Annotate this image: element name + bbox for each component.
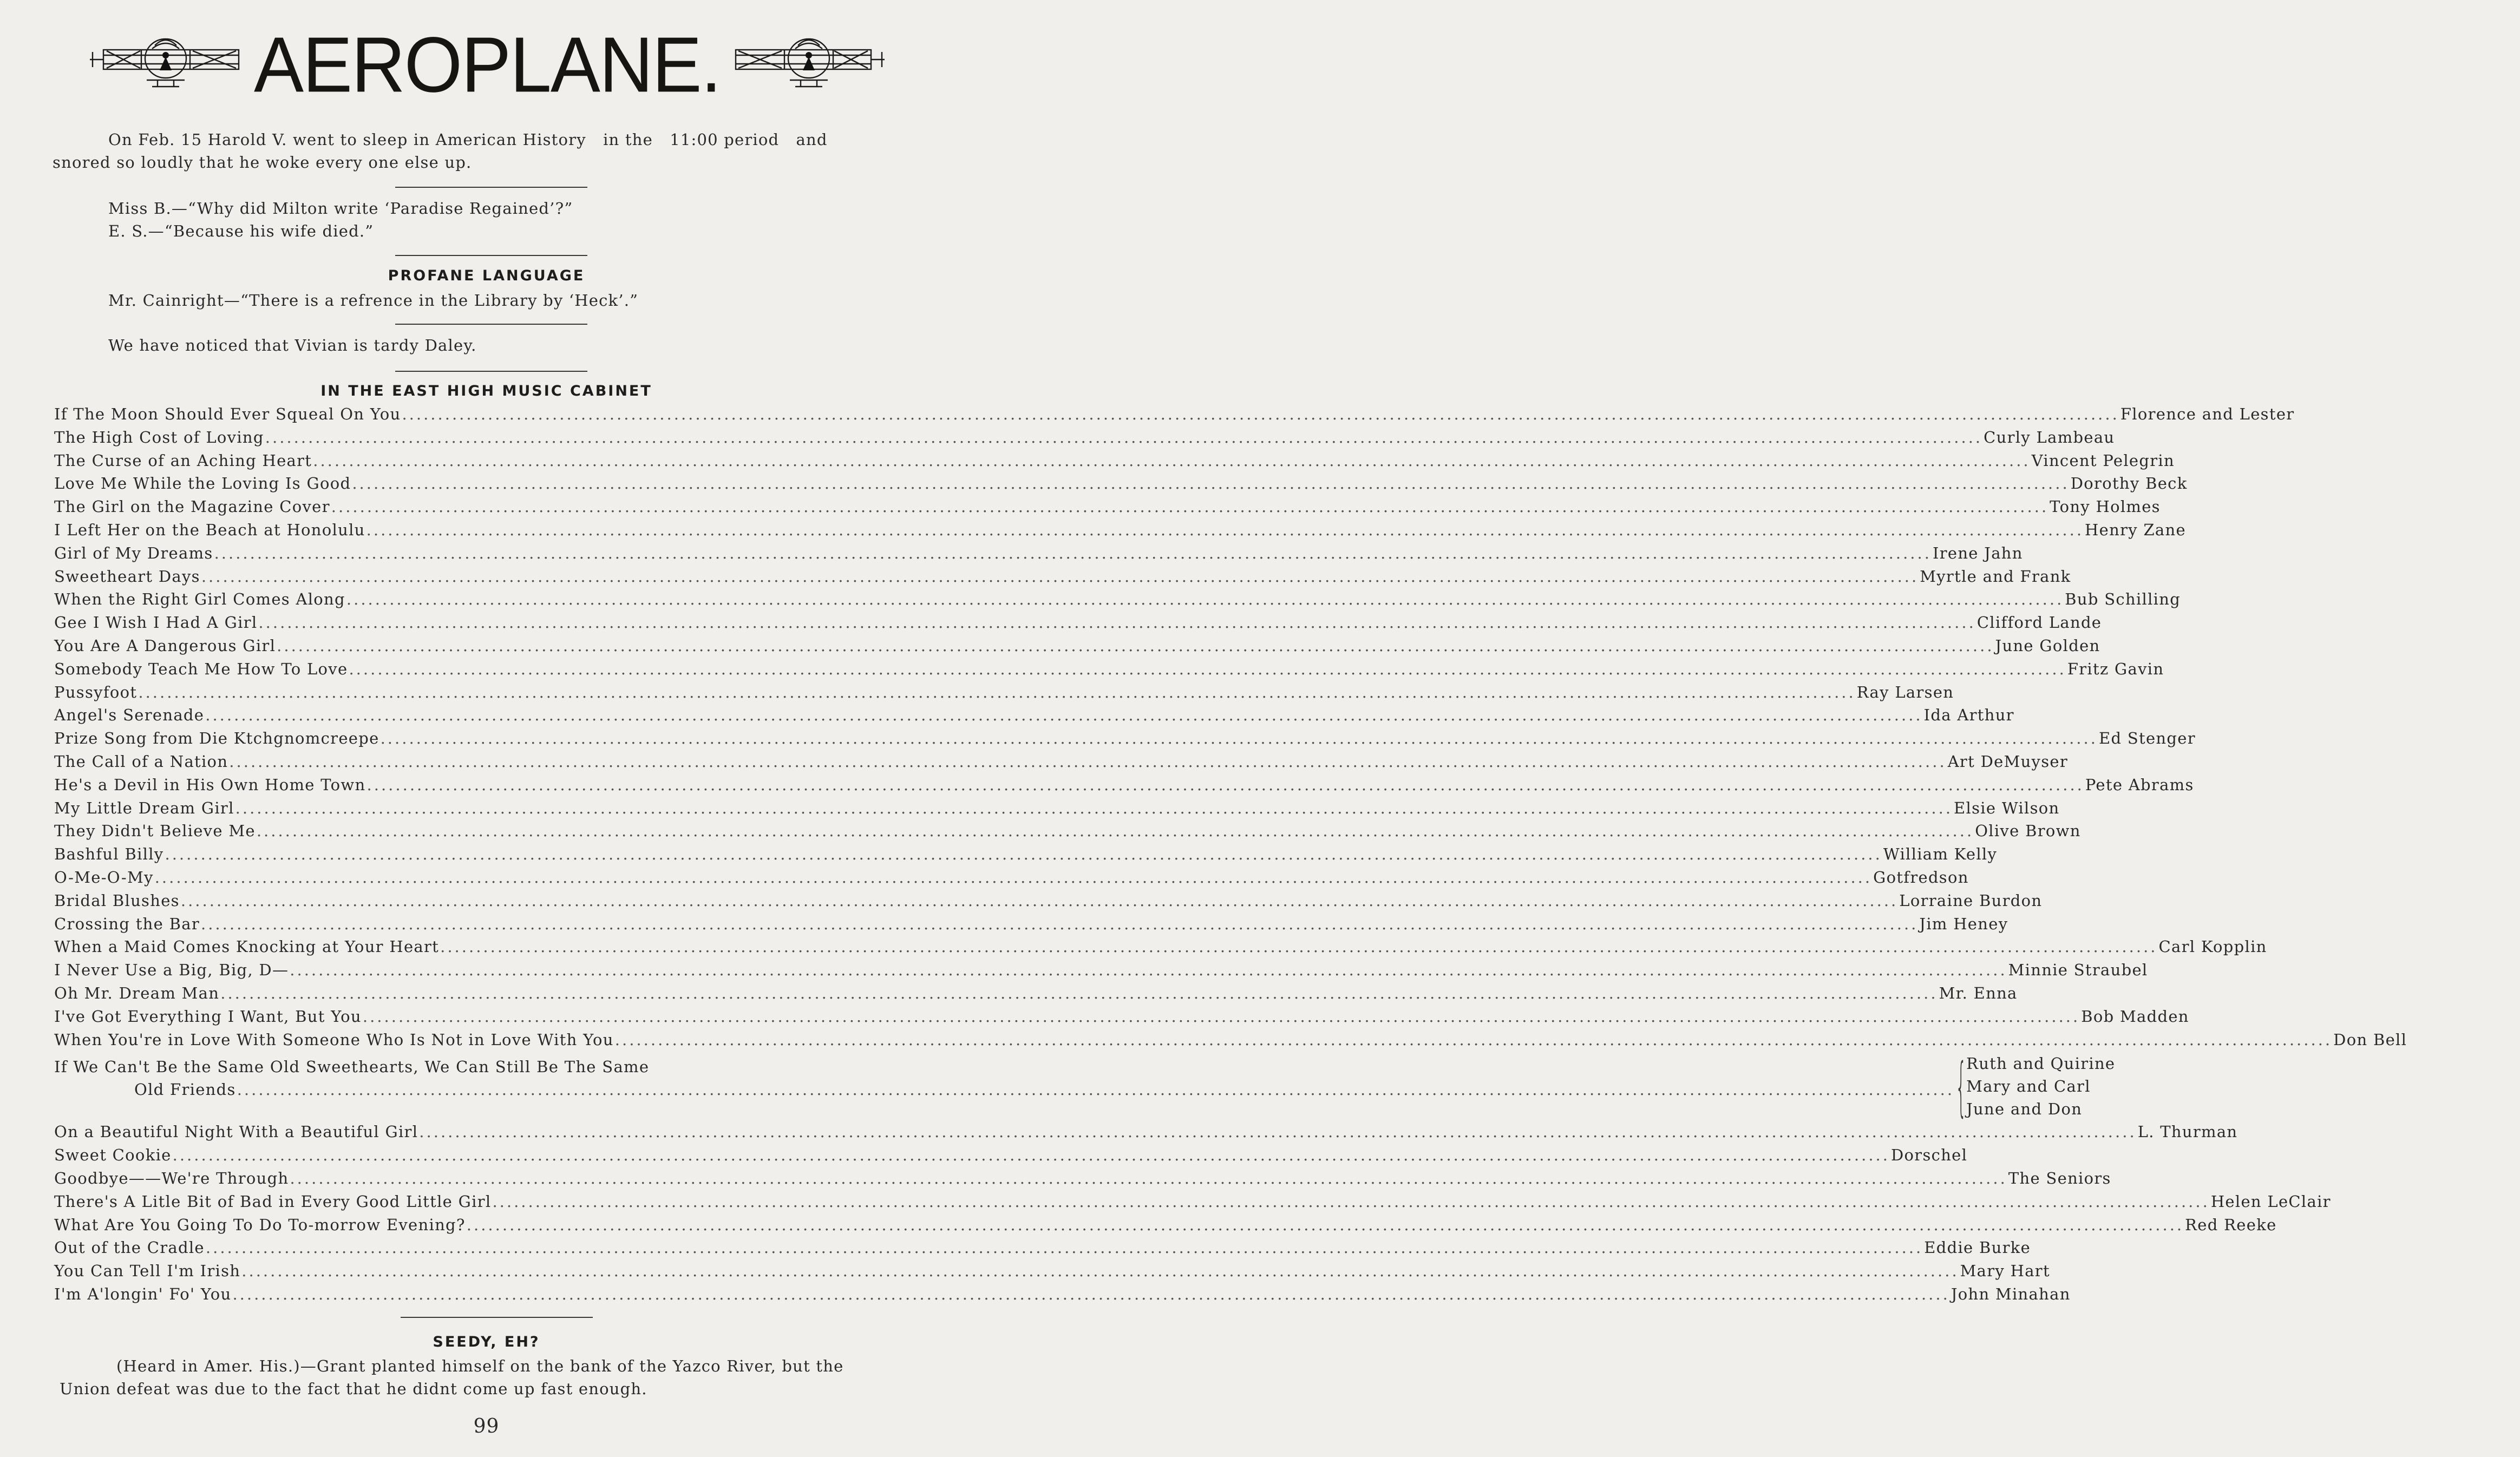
dot-leader (201, 567, 1919, 586)
dot-leader (290, 961, 2007, 979)
dot-leader (138, 683, 1855, 701)
song-performer: Helen LeClair (2210, 1192, 2331, 1211)
dot-leader (366, 521, 2084, 539)
divider-rule (395, 324, 587, 325)
song-performer: Eddie Burke (1924, 1238, 2031, 1257)
song-performer: Mary Hart (1960, 1262, 2050, 1281)
seedy-line-2: Union defeat was due to the fact that he didnt come up fast enough. (60, 1380, 647, 1398)
dot-leader (165, 845, 1882, 863)
song-performer: Ida Arthur (1923, 706, 2014, 725)
song-title: They Didn't Believe Me (54, 822, 256, 841)
song-performer: Tony Holmes (2050, 497, 2161, 516)
song-title: Girl of My Dreams (54, 543, 213, 562)
dot-leader (352, 474, 2069, 493)
song-title: Crossing the Bar (54, 914, 200, 933)
song-performer: Vincent Pelegrin (2031, 451, 2175, 470)
song-title: You Can Tell I'm Irish (54, 1262, 241, 1281)
song-row (54, 405, 2295, 428)
song-performer: Curly Lambeau (1984, 428, 2115, 447)
song-title: He's a Devil in His Own Home Town (54, 775, 366, 794)
song-title: The Girl on the Magazine Cover (54, 497, 330, 516)
song-performer: Dorschel (1891, 1146, 1968, 1165)
song-title: When a Maid Comes Knocking at Your Heart (54, 937, 440, 956)
dot-leader (346, 590, 2064, 608)
song-row (54, 1262, 2050, 1285)
song-title: Bridal Blushes (54, 891, 180, 910)
song-row (54, 682, 1954, 706)
song-row (54, 1215, 2277, 1239)
tardy-text: We have noticed that Vivian is tardy Daley. (108, 336, 477, 355)
song-row (54, 659, 2164, 683)
seedy-line-1: (Heard in Amer. His.)—Grant planted himself on the bank of the Yazco River, but the (116, 1357, 844, 1375)
song-performer: Mr. Enna (1939, 983, 2018, 1002)
masthead (54, 22, 920, 108)
song-performer: Ray Larsen (1856, 682, 1954, 701)
song-title: The High Cost of Loving (54, 428, 264, 447)
song-row (54, 1192, 2331, 1216)
song-row (54, 961, 2148, 984)
song-title: My Little Dream Girl (54, 798, 234, 817)
song-title: Bashful Billy (54, 845, 164, 864)
dot-leader (615, 1031, 2332, 1049)
dot-leader (363, 1007, 2080, 1026)
song-row (54, 983, 2018, 1007)
dot-leader (467, 1216, 2184, 1234)
song-performer: Gotfredson (1873, 868, 1969, 887)
dot-leader (205, 706, 1922, 724)
song-row (54, 428, 2115, 451)
dot-leader (173, 1146, 1890, 1164)
song-performer: The Seniors (2008, 1169, 2111, 1187)
snore-line-2: snored so loudly that he woke every one else up. (53, 153, 472, 172)
song-row (54, 567, 2071, 590)
divider-rule (395, 255, 587, 256)
song-title: Somebody Teach Me How To Love (54, 659, 348, 678)
song-row (54, 590, 2181, 613)
dot-leader (367, 776, 2084, 794)
song-performer: Florence and Lester (2120, 405, 2295, 423)
song-row (54, 937, 2267, 961)
dot-leader (492, 1192, 2209, 1211)
song-performer: John Minahan (1950, 1284, 2071, 1303)
song-performer: Dorothy Beck (2070, 474, 2188, 493)
song-title: Sweetheart Days (54, 567, 200, 586)
song-row (54, 1284, 2071, 1308)
dot-leader (181, 891, 1898, 910)
song-row (54, 868, 1969, 891)
song-row (54, 497, 2161, 521)
song-row (54, 729, 2196, 752)
song-performer: Henry Zane (2085, 520, 2186, 539)
song-performer: Lorraine Burdon (1899, 891, 2043, 910)
song-row (54, 752, 2069, 776)
song-title: You Are A Dangerous Girl (54, 636, 276, 655)
song-row (54, 914, 2008, 938)
dot-leader (241, 1262, 1959, 1280)
song-performer: Red Reeke (2185, 1215, 2277, 1234)
song-row (54, 1238, 2031, 1262)
song-title: Gee I Wish I Had A Girl (54, 613, 258, 632)
song-performer: Jim Heney (1919, 914, 2008, 933)
song-row (54, 613, 2102, 636)
song-performer: Irene Jahn (1932, 543, 2023, 562)
song-title: The Curse of an Aching Heart (54, 451, 312, 470)
dot-leader (201, 915, 1918, 933)
song-title: When the Right Girl Comes Along (54, 590, 345, 609)
divider-rule (395, 187, 587, 188)
song-row (54, 798, 2060, 822)
song-row (54, 891, 2043, 915)
song-row (54, 775, 2194, 799)
dot-leader (331, 497, 2048, 516)
dot-leader (440, 937, 2157, 956)
song-title: Prize Song from Die Ktchgnomcreepe (54, 729, 379, 748)
divider-rule (401, 1317, 593, 1318)
song-title: I Never Use a Big, Big, D— (54, 961, 289, 980)
song-performer: June and Don (1966, 1100, 2083, 1119)
song-title: O-Me-O-My (54, 868, 154, 887)
song-performer: Fritz Gavin (2067, 659, 2164, 678)
song-performer: Elsie Wilson (1954, 798, 2060, 817)
song-title: Out of the Cradle (54, 1238, 205, 1257)
song-row (54, 1007, 2189, 1031)
dot-leader (257, 822, 1974, 840)
cabinet-heading: IN THE EAST HIGH MUSIC CABINET (320, 383, 652, 399)
song-performer: Bob Madden (2081, 1007, 2189, 1026)
dot-leader (235, 799, 1953, 817)
song-row (54, 845, 1998, 868)
song-row (54, 543, 2023, 567)
song-title-line-2: Old Friends (134, 1080, 236, 1099)
dot-leader (237, 1078, 1954, 1101)
dot-leader (313, 451, 2030, 470)
profane-text: Mr. Cainright—“There is a refrence in the Library by ‘Heck’.” (108, 291, 639, 310)
song-performer: Ed Stenger (2098, 729, 2196, 748)
song-row (54, 520, 2186, 544)
song-performer: Bub Schilling (2065, 590, 2181, 609)
song-performer: Clifford Lande (1976, 613, 2102, 632)
song-title: Sweet Cookie (54, 1146, 172, 1165)
dot-leader (206, 1238, 1923, 1257)
dot-leader (290, 1169, 2007, 1187)
milton-question: Miss B.—“Why did Milton write ‘Paradise Regained’?” (108, 199, 573, 218)
song-title: On a Beautiful Night With a Beautiful Girl (54, 1123, 418, 1141)
divider-rule (395, 371, 587, 372)
dot-leader (229, 752, 1946, 771)
song-performer: William Kelly (1883, 845, 1998, 864)
dot-leader (258, 613, 1975, 632)
snore-line-1: On Feb. 15 Harold V. went to sleep in American History in the 11:00 period and (108, 130, 828, 149)
song-performer: Minnie Straubel (2008, 961, 2148, 980)
song-row (54, 451, 2175, 475)
song-title: There's A Litle Bit of Bad in Every Good Little Girl (54, 1192, 492, 1211)
dot-leader (402, 405, 2119, 423)
song-title: Angel's Serenade (54, 706, 205, 725)
dot-leader (265, 428, 1982, 447)
song-row (54, 822, 2081, 845)
song-row (54, 636, 2100, 660)
song-performer: Olive Brown (1975, 822, 2081, 841)
song-performer: Pete Abrams (2085, 775, 2194, 794)
dot-leader (277, 636, 1994, 655)
dot-leader (381, 729, 2098, 747)
dot-leader (349, 660, 2066, 678)
song-row (54, 1146, 1968, 1169)
dot-leader (419, 1123, 2136, 1141)
dot-leader (220, 984, 1938, 1002)
song-title: Goodbye——We're Through (54, 1169, 289, 1187)
song-performer: Myrtle and Frank (1920, 567, 2071, 586)
song-row (54, 474, 2188, 497)
song-title: I'm A'longin' Fo' You (54, 1284, 232, 1303)
song-row (54, 1169, 2111, 1192)
song-performer: L. Thurman (2137, 1123, 2238, 1141)
song-title: I've Got Everything I Want, But You (54, 1007, 362, 1026)
song-performer: Art DeMuyser (1947, 752, 2069, 771)
song-performer: Mary and Carl (1966, 1077, 2091, 1096)
song-row-multi (54, 1049, 2116, 1124)
song-row (54, 706, 2014, 729)
song-performer: June Golden (1995, 636, 2100, 655)
profane-heading: PROFANE LANGUAGE (388, 267, 585, 284)
dot-leader (155, 868, 1872, 887)
brace-glyph: { (1955, 1049, 1967, 1124)
song-performer: Carl Kopplin (2158, 937, 2267, 956)
song-title: What Are You Going To Do To-morrow Evening? (54, 1215, 466, 1234)
song-row (54, 1030, 2407, 1054)
song-title: If The Moon Should Ever Squeal On You (54, 405, 401, 423)
song-performer: Don Bell (2333, 1030, 2407, 1049)
song-title: I Left Her on the Beach at Honolulu (54, 520, 365, 539)
song-title: When You're in Love With Someone Who Is Not in Love With You (54, 1030, 614, 1049)
song-row (54, 1123, 2238, 1146)
song-title: Love Me While the Loving Is Good (54, 474, 351, 493)
masthead-title: AEROPLANE. (254, 21, 721, 109)
song-title-line-1: If We Can't Be the Same Old Sweethearts, We Can Still Be The Same (54, 1058, 650, 1077)
song-title: Pussyfoot (54, 682, 138, 701)
song-performer: Ruth and Quirine (1966, 1054, 2116, 1073)
song-list (54, 405, 2407, 1308)
milton-answer: E. S.—“Because his wife died.” (108, 222, 374, 240)
dot-leader (232, 1285, 1949, 1303)
page-number: 99 (473, 1415, 500, 1438)
dot-leader (214, 544, 1932, 562)
biplane-left-icon (87, 27, 244, 103)
biplane-right-icon (730, 27, 887, 103)
song-title: The Call of a Nation (54, 752, 228, 771)
seedy-heading: SEEDY, EH? (433, 1334, 540, 1350)
song-title: Oh Mr. Dream Man (54, 983, 220, 1002)
